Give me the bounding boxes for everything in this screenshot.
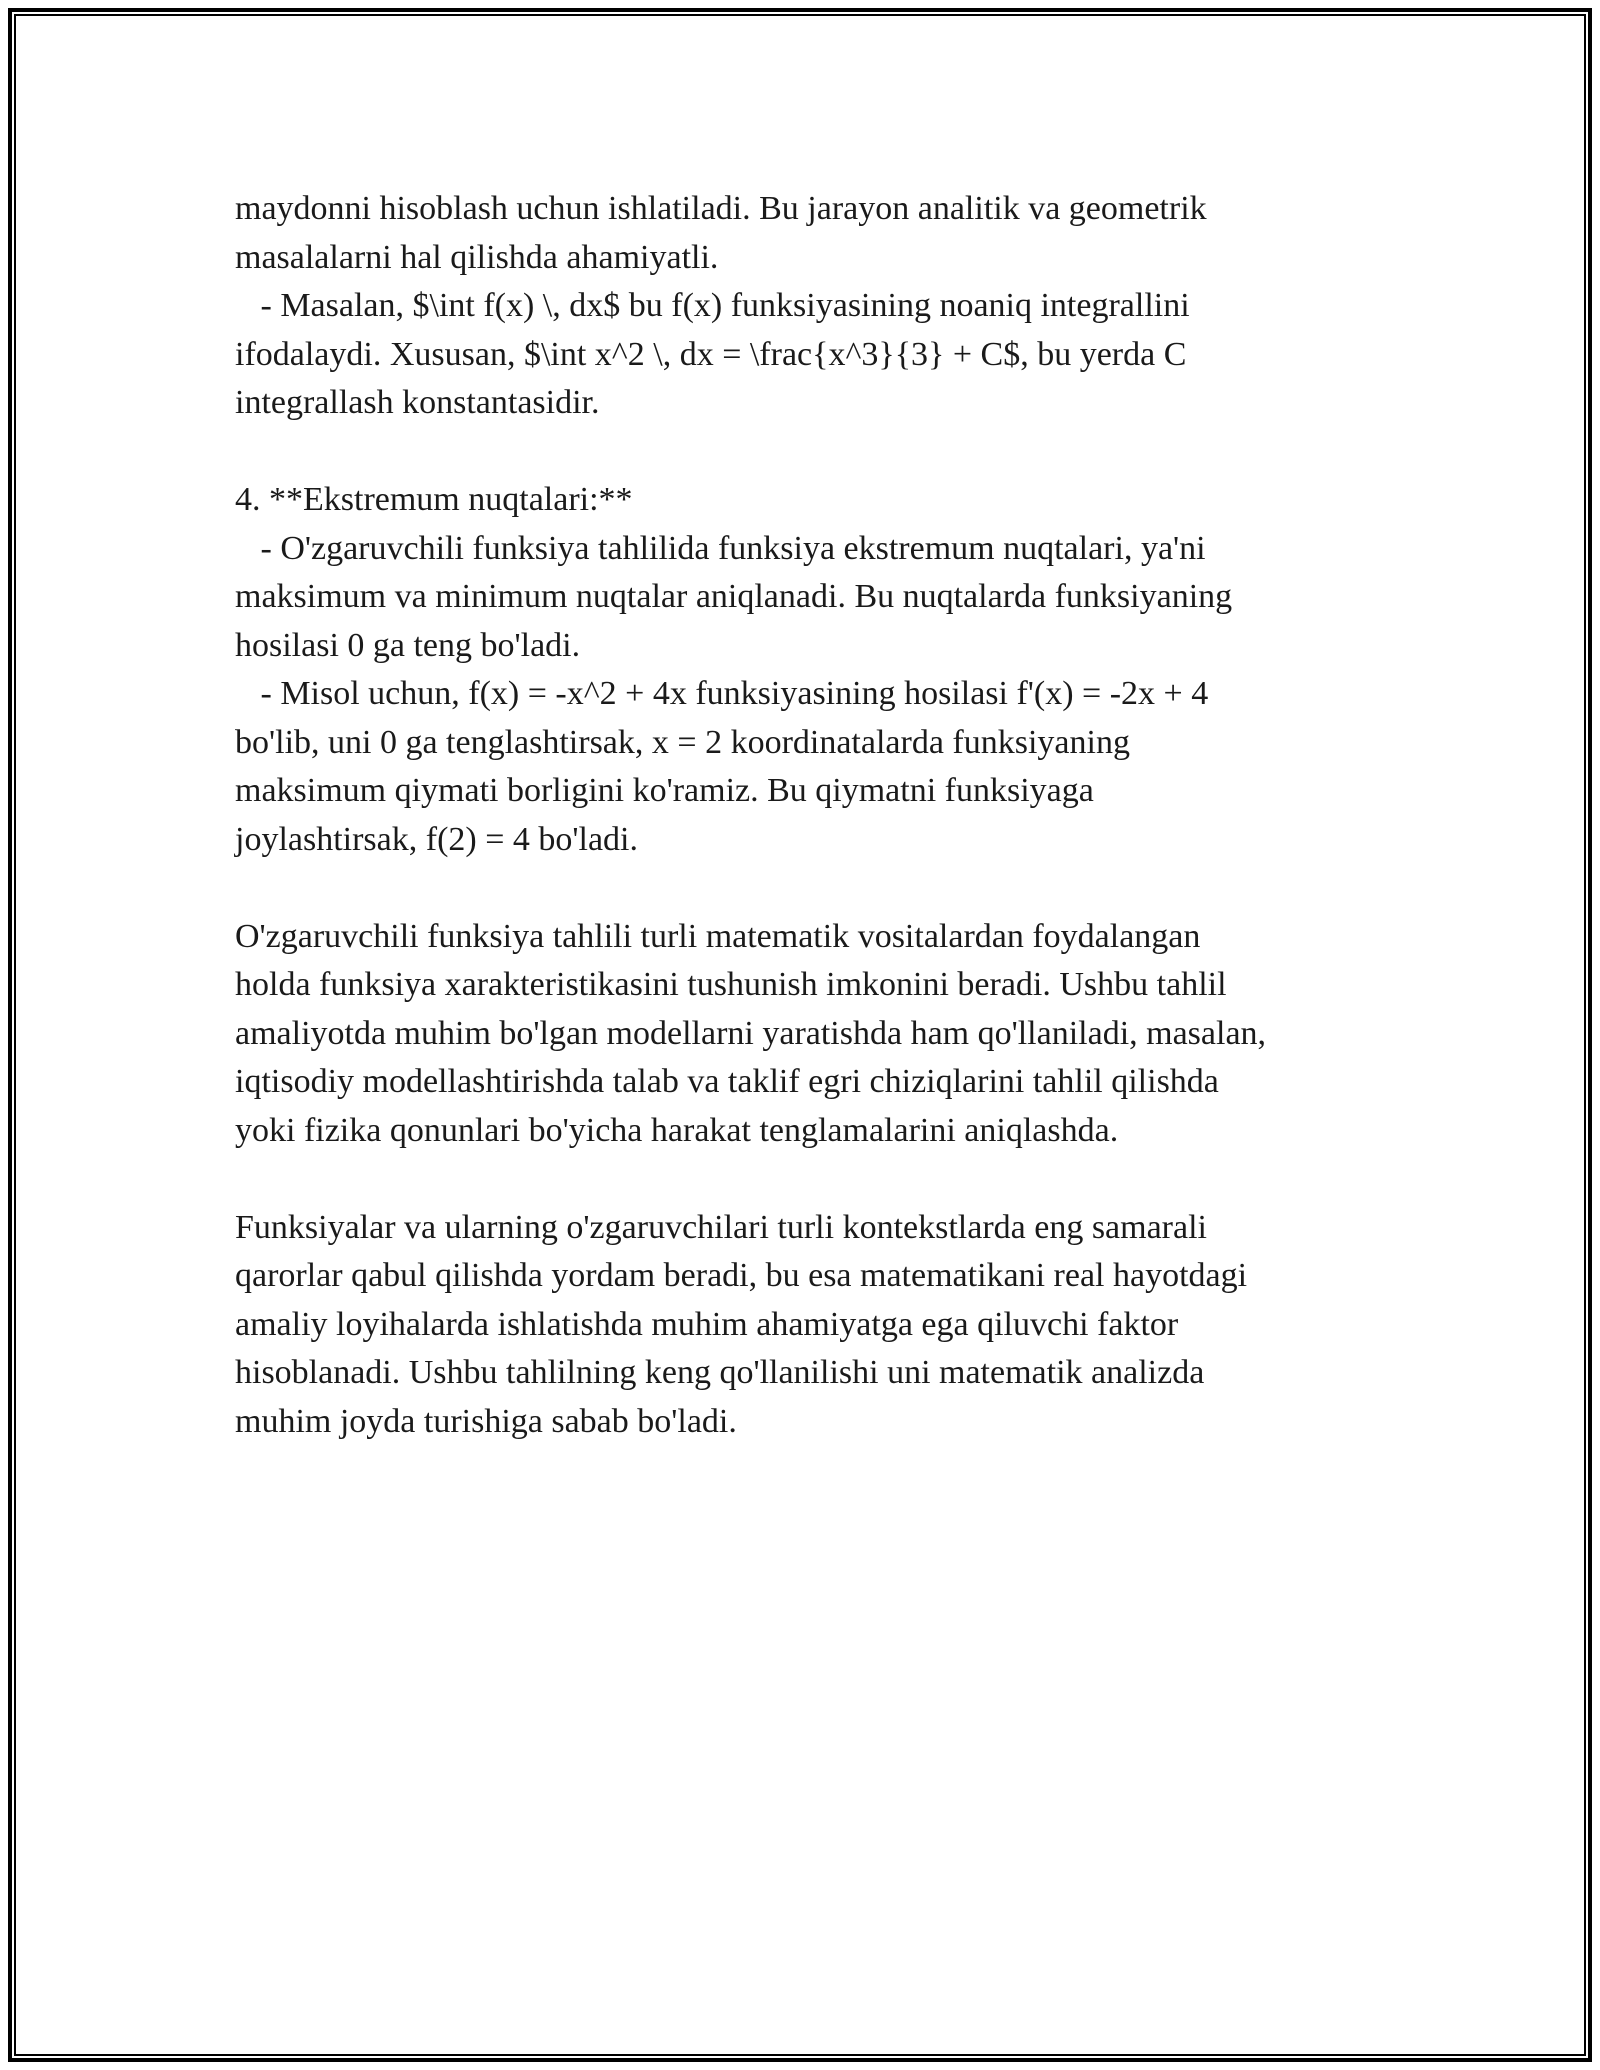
text-line: muhim joyda turishiga sabab bo'ladi. (235, 1402, 737, 1440)
text-line: hisoblanadi. Ushbu tahlilning keng qo'llanilishi uni matematik analizda (235, 1354, 1205, 1391)
text-line: holda funksiya xarakteristikasini tushunish imkonini beradi. Ushbu tahlil (235, 966, 1227, 1003)
text-line: hosilasi 0 ga teng bo'ladi. (235, 626, 581, 664)
text-line: amaliy loyihalarda ishlatishda muhim ahamiyatga ega qiluvchi faktor (235, 1305, 1179, 1343)
text-line: joylashtirsak, f(2) = 4 bo'ladi. (235, 820, 639, 858)
blank-line (235, 428, 1415, 477)
text-line: Funksiyalar va ularning o'zgaruvchilari turli kontekstlarda eng samarali (235, 1208, 1207, 1246)
text-line: masalalarni hal qilishda ahamiyatli. (235, 238, 719, 276)
document-body (235, 185, 1415, 1446)
text-line: iqtisodiy modellashtirishda talab va taklif egri chiziqlarini tahlil qilishda (235, 1063, 1219, 1100)
text-line: qarorlar qabul qilishda yordam beradi, bu esa matematikani real hayotdagi (235, 1257, 1248, 1294)
text-line: maksimum va minimum nuqtalar aniqlanadi. Bu nuqtalarda funksiyaning (235, 578, 1233, 615)
text-line: - Misol uchun, f(x) = -x^2 + 4x funksiyasining hosilasi f'(x) = -2x + 4 (235, 675, 1209, 712)
text-line: O'zgaruvchili funksiya tahlili turli matematik vositalardan foydalangan (235, 917, 1201, 955)
text-line: - O'zgaruvchili funksiya tahlilida funksiya ekstremum nuqtalari, ya'ni (235, 529, 1206, 567)
text-line: amaliyotda muhim bo'lgan modellarni yaratishda ham qo'llaniladi, masalan, (235, 1014, 1267, 1052)
blank-line (235, 1155, 1415, 1204)
text-line: maksimum qiymati borligini ko'ramiz. Bu qiymatni funksiyaga (235, 772, 1094, 809)
text-line: integrallash konstantasidir. (235, 384, 600, 421)
section-heading: 4. **Ekstremum nuqtalari:** (235, 481, 633, 518)
blank-line (235, 864, 1415, 913)
text-line: bo'lib, uni 0 ga tenglashtirsak, x = 2 koordinatalarda funksiyaning (235, 723, 1130, 761)
text-line: ifodalaydi. Xususan, $\int x^2 \, dx = \frac{x^3}{3} + C$, bu yerda C (235, 335, 1187, 373)
text-line: - Masalan, $\int f(x) \, dx$ bu f(x) funksiyasining noaniq integrallini (235, 287, 1190, 324)
text-line: maydonni hisoblash uchun ishlatiladi. Bu jarayon analitik va geometrik (235, 190, 1207, 227)
text-line: yoki fizika qonunlari bo'yicha harakat tenglamalarini aniqlashda. (235, 1111, 1119, 1149)
